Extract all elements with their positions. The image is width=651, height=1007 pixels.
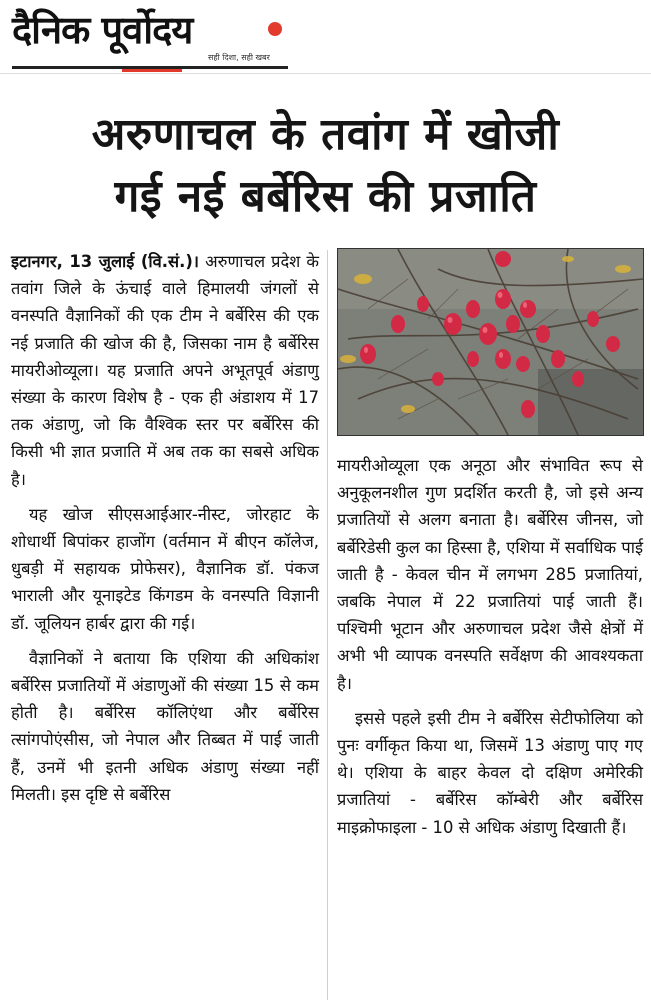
article-paragraph: इससे पहले इसी टीम ने बर्बेरिस सेटीफोलिया को पुनः वर्गीकृत किया था, जिसमें 13 अंडाणु पाए गए थे। एशिया के बाहर केवल दो दक्षिण अमेरिकी प्रजातियां - बर्बेरिस कॉम्बेरी और बर्बेरिस माइक्रोफाइला - 10 से अधिक अंडाणु दिखाती हैं। bbox=[337, 708, 643, 837]
logo-dot-icon bbox=[268, 22, 282, 36]
dateline: इटानगर, 13 जुलाई (वि.सं.)। bbox=[11, 252, 200, 271]
masthead-accent-rule bbox=[122, 69, 182, 72]
masthead bbox=[12, 6, 288, 72]
article-paragraph: वैज्ञानिकों ने बताया कि एशिया की अधिकांश बर्बेरिस प्रजातियों में अंडाणुओं की संख्या 15 से कम होती है। बर्बेरिस कॉलिएंथा और बर्बेरिस त्सांगपोएंसीस, जो नेपाल और तिब्बत में पाई जाती हैं, उनमें भी इतनी अधिक अंडाणु संख्या नहीं मिलती। इस दृष्टि से बर्बेरिस bbox=[11, 648, 319, 804]
page-divider bbox=[0, 73, 651, 74]
headline-line-1: अरुणाचल के तवांग में खोजी bbox=[91, 109, 560, 160]
berberis-photo bbox=[337, 248, 644, 436]
article-paragraph bbox=[11, 248, 319, 493]
article-column-right bbox=[337, 452, 643, 841]
article-paragraph: यह खोज सीएसआईआर-नीस्ट, जोरहाट के शोधार्थी बिपांकर हाजोंग (वर्तमान में बीएन कॉलेज, धुबड़ी में सहायक प्रोफेसर), वैज्ञानिक डॉ. पंकज भाराली और यूनाइटेड किंगडम के वनस्पति विज्ञानी डॉ. जूलियन हार्बर द्वारा की गई। bbox=[11, 504, 319, 633]
newspaper-logo: दैनिक पूर्वोदय bbox=[12, 8, 193, 52]
column-divider bbox=[327, 250, 328, 1000]
article-paragraph: मायरीओव्यूला एक अनूठा और संभावित रूप से अनुकूलनशील गुण प्रदर्शित करती है, जो इसे अन्य प्रजातियों से अलग बनाता है। बर्बेरिस जीनस, जो बर्बेरिडेसी कुल का हिस्सा है, एशिया में सर्वाधिक पाई जाती है - केवल चीन में लगभग 285 प्रजातियां, जबकि नेपाल में 22 प्रजातियां पाई जाती हैं। पश्चिमी भूटान और अरुणाचल प्रदेश जैसे क्षेत्रों में अभी भी व्यापक वनस्पति सर्वेक्षण की आवश्यकता है। bbox=[337, 456, 643, 693]
article-column-left bbox=[11, 248, 319, 808]
masthead-tagline: सही दिशा, सही खबर bbox=[208, 53, 270, 62]
article-headline bbox=[0, 104, 651, 228]
paragraph-text: अरुणाचल प्रदेश के तवांग जिले के ऊंचाई वाले हिमालयी जंगलों से वनस्पति वैज्ञानिकों की एक टीम ने बर्बेरिस की एक नई प्रजाति की खोज की है, जिसका नाम है बर्बेरिस मायरीओव्यूला। यह प्रजाति अपने अभूतपूर्व अंडाणु संख्या के कारण विशेष है - एक ही अंडाशय में 17 तक अंडाणु, जो कि वैश्विक स्तर पर बर्बेरिस की किसी भी ज्ञात प्रजाति में अब तक का सबसे अधिक है। bbox=[11, 252, 320, 489]
headline-line-2: गई नई बर्बेरिस की प्रजाति bbox=[114, 171, 537, 222]
berberis-photo-illustration bbox=[338, 249, 643, 435]
